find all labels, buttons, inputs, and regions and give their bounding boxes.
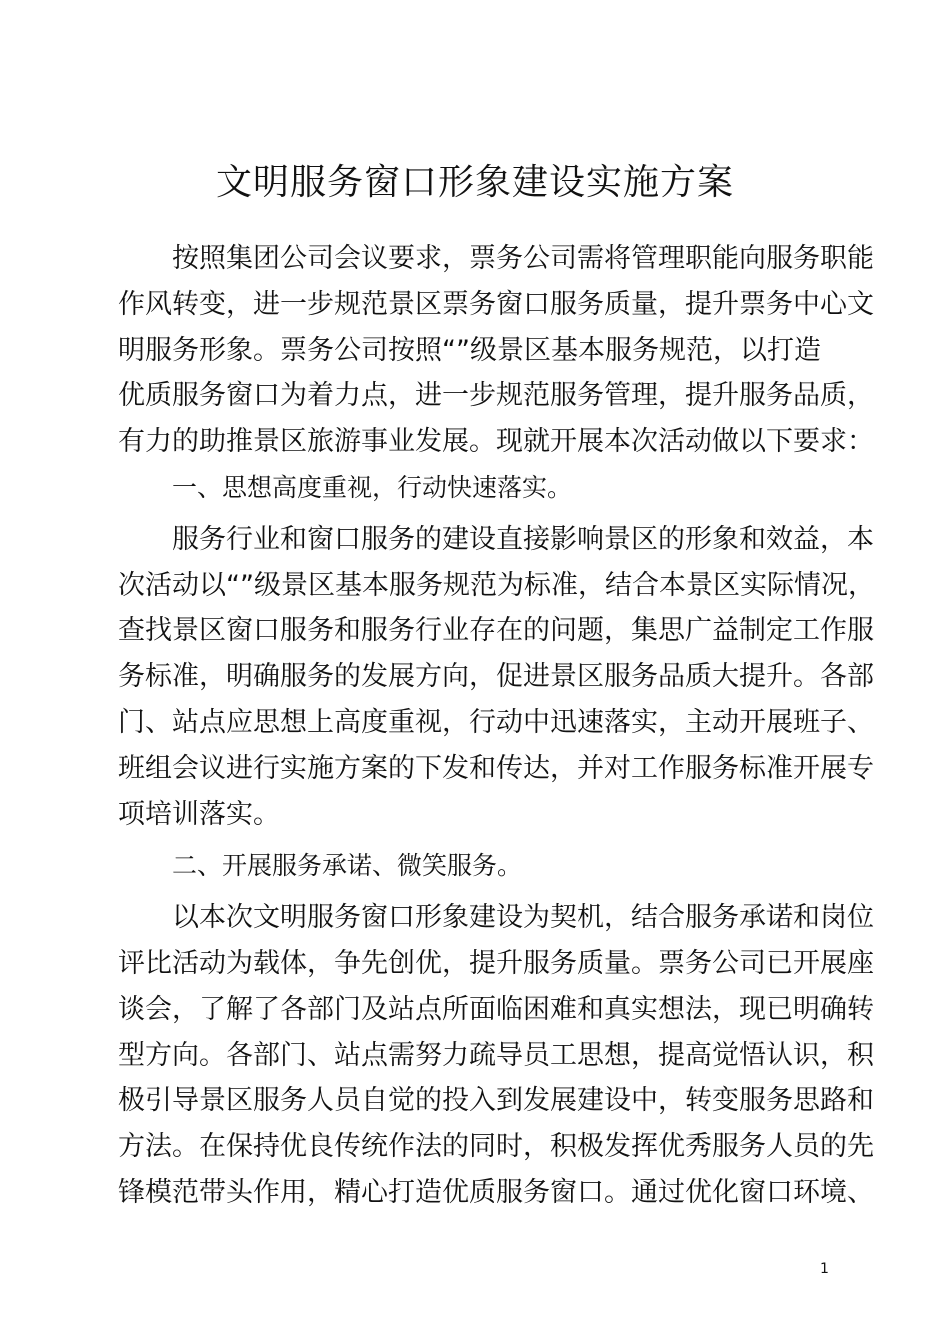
paragraph-line: 次活动以“”级景区基本服务规范为标准，结合本景区实际情况， [118, 569, 875, 601]
document-body [118, 236, 875, 1216]
paragraph-line: 锋模范带头作用，精心打造优质服务窗口。通过优化窗口环境、 [118, 1176, 874, 1208]
paragraph-line: 服务行业和窗口服务的建设直接影响景区的形象和效益，本 [172, 523, 874, 555]
page-number: 1 [820, 1261, 829, 1277]
document-title: 文明服务窗口形象建设实施方案 [215, 162, 734, 203]
paragraph-line: 明服务形象。票务公司按照“”级景区基本服务规范，以打造 [118, 334, 821, 366]
paragraph-line: 型方向。各部门、站点需努力疏导员工思想，提高觉悟认识，积 [118, 1039, 874, 1071]
paragraph-line: 以本次文明服务窗口形象建设为契机，结合服务承诺和岗位 [172, 902, 874, 934]
paragraph-line: 方法。在保持优良传统作法的同时，积极发挥优秀服务人员的先 [118, 1131, 874, 1163]
paragraph-line: 班组会议进行实施方案的下发和传达，并对工作服务标准开展专 [118, 752, 874, 784]
section-heading-2 [118, 843, 846, 889]
paragraph-line: 作风转变，进一步规范景区票务窗口服务质量，提升票务中心文 [118, 288, 874, 320]
paragraph-line: 优质服务窗口为着力点，进一步规范服务管理，提升服务品质， [118, 380, 874, 412]
paragraph-line: 查找景区窗口服务和服务行业存在的问题，集思广益制定工作服 [118, 615, 874, 647]
paragraph-line: 谈会，了解了各部门及站点所面临困难和真实想法，现已明确转 [118, 993, 874, 1025]
section-2-paragraph [118, 895, 874, 1216]
paragraph-line: 项培训落实。 [118, 798, 280, 830]
heading-line: 一、思想高度重视，行动快速落实。 [172, 472, 573, 502]
heading-line: 二、开展服务承诺、微笑服务。 [172, 851, 523, 881]
paragraph-line: 极引导景区服务人员自觉的投入到发展建设中，转变服务思路和 [118, 1085, 874, 1117]
intro-paragraph [118, 236, 874, 465]
section-heading-1 [118, 465, 846, 511]
paragraph-line: 务标准，明确服务的发展方向，促进景区服务品质大提升。各部 [118, 661, 874, 693]
paragraph-line: 按照集团公司会议要求，票务公司需将管理职能向服务职能 [172, 243, 874, 274]
paragraph-line: 有力的助推景区旅游事业发展。现就开展本次活动做以下要求： [118, 426, 874, 458]
paragraph-line: 评比活动为载体，争先创优，提升服务质量。票务公司已开展座 [118, 947, 874, 979]
paragraph-line: 门、站点应思想上高度重视，行动中迅速落实，主动开展班子、 [118, 706, 874, 738]
section-1-paragraph [118, 517, 875, 838]
